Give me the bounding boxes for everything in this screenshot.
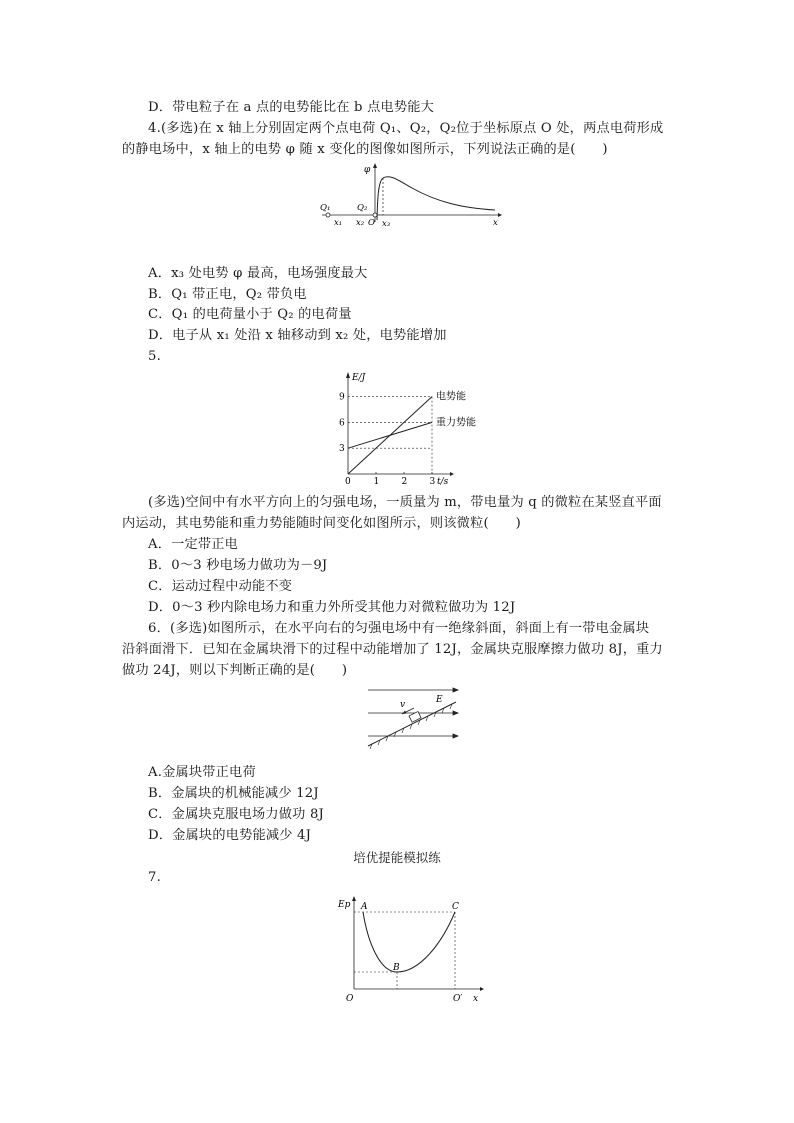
q5-x-tick-label: 1 bbox=[373, 477, 380, 487]
q4-stem-line1: 4.(多选)在 x 轴上分别固定两个点电荷 Q₁、Q₂，Q₂位于坐标原点 O 处，两点电荷形成 bbox=[148, 121, 664, 136]
q5-energy-chart bbox=[330, 368, 500, 488]
section-title: 培优提能模拟练 bbox=[353, 850, 441, 865]
q4-potential-figure bbox=[312, 160, 512, 232]
q4-x3-label: x₃ bbox=[382, 219, 391, 229]
q7-ep-curve bbox=[363, 912, 455, 972]
q7-x-arrow bbox=[480, 987, 484, 991]
q7-o-label: O bbox=[346, 994, 354, 1004]
q6-field-arrow-1 bbox=[453, 688, 458, 692]
q4-option-b: B．Q₁ 带正电，Q₂ 带负电 bbox=[148, 287, 307, 302]
q5-stem-line2: 内运动，其电势能和重力势能随时间变化如图所示，则该微粒( ) bbox=[122, 516, 521, 531]
q7-x-label: x bbox=[473, 994, 479, 1004]
q6-option-a: A.金属块带正电荷 bbox=[148, 765, 256, 780]
q4-potential-curve bbox=[377, 177, 495, 220]
q6-v-label: v bbox=[400, 700, 406, 710]
q6-velocity-arrowhead bbox=[402, 711, 407, 715]
q7-ep-label: Ep bbox=[338, 900, 351, 910]
q6-option-c: C．金属块克服电场力做功 8J bbox=[148, 807, 325, 822]
q6-stem-line3: 做功 24J，则以下判断正确的是( ) bbox=[122, 663, 348, 678]
q4-x2-label: x₂ bbox=[356, 218, 365, 228]
q6-incline-hatching bbox=[370, 704, 452, 749]
q6-option-b: B．金属块的机械能减少 12J bbox=[148, 786, 319, 801]
q4-option-d: D．电子从 x₁ 处沿 x 轴移动到 x₂ 处，电势能增加 bbox=[148, 328, 447, 343]
q6-option-d: D．金属块的电势能减少 4J bbox=[148, 828, 312, 843]
q7-ep-arrow bbox=[352, 896, 356, 901]
q5-y-tick-label: 9 bbox=[339, 392, 345, 403]
q6-stem-line2: 沿斜面滑下．已知在金属块滑下的过程中动能增加了 12J，金属块克服摩擦力做功 8J，重力 bbox=[122, 642, 663, 657]
q5-option-c: C．运动过程中动能不变 bbox=[148, 579, 293, 594]
q4-q2-charge bbox=[373, 213, 377, 217]
q4-stem-line2: 的静电场中，x 轴上的电势 φ 随 x 变化的图像如图所示，下列说法正确的是( ) bbox=[122, 142, 608, 157]
q5-x-arrow bbox=[450, 472, 454, 476]
q5-option-d: D．0～3 秒内除电场力和重力外所受其他力对微粒做功为 12J bbox=[148, 600, 516, 615]
q5-chart-group bbox=[339, 372, 476, 487]
q6-e-label: E bbox=[436, 695, 443, 705]
q6-field-arrow-2 bbox=[453, 711, 458, 715]
q4-q2-label: Q₂ bbox=[357, 203, 368, 213]
q4-origin-label: O bbox=[368, 218, 375, 228]
q7-number: 7. bbox=[148, 870, 161, 885]
q4-x-arrow bbox=[498, 213, 502, 217]
q3-option-d: D．带电粒子在 a 点的电势能比在 b 点电势能大 bbox=[148, 100, 435, 115]
q5-x-tick-label: 0 bbox=[345, 477, 351, 487]
q5-series-label-2: 重力势能 bbox=[436, 417, 476, 429]
q5-y-tick-label: 3 bbox=[339, 444, 345, 455]
q4-option-a: A．x₃ 处电势 φ 最高，电场强度最大 bbox=[148, 266, 368, 281]
q5-number: 5. bbox=[148, 349, 161, 364]
q4-option-c: C．Q₁ 的电荷量小于 Q₂ 的电荷量 bbox=[148, 307, 352, 322]
q5-y-label: E/J bbox=[352, 373, 366, 383]
q7-energy-figure bbox=[334, 893, 490, 1005]
q7-o-prime-label: O′ bbox=[453, 994, 463, 1004]
q6-stem-line1: 6．(多选)如图所示，在水平向右的匀强电场中有一绝缘斜面，斜面上有一带电金属块 bbox=[148, 621, 650, 636]
q7-b-label: B bbox=[393, 963, 400, 973]
q4-phi-label: φ bbox=[364, 165, 371, 175]
q5-y-tick-label: 6 bbox=[339, 418, 345, 429]
q6-incline-figure bbox=[362, 684, 462, 752]
q5-stem-line1: (多选)空间中有水平方向上的匀强电场，一质量为 m，带电量为 q 的微粒在某竖直平面 bbox=[148, 495, 662, 510]
q5-option-a: A．一定带正电 bbox=[148, 537, 239, 552]
q6-field-arrow-3 bbox=[453, 734, 458, 738]
q4-q1-label: Q₁ bbox=[320, 203, 331, 213]
q5-series-label-1: 电势能 bbox=[436, 391, 466, 403]
q7-a-label: A bbox=[361, 902, 368, 912]
q4-x-label: x bbox=[493, 218, 498, 228]
q5-y-arrow bbox=[346, 372, 350, 378]
q7-c-label: C bbox=[452, 902, 459, 912]
q5-x-tick-label: 3 bbox=[429, 477, 436, 487]
q5-x-tick-label: 2 bbox=[401, 477, 408, 487]
q4-x1-label: x₁ bbox=[334, 218, 343, 228]
q5-option-b: B．0～3 秒电场力做功为－9J bbox=[148, 558, 328, 573]
q5-series-line-2 bbox=[348, 422, 432, 448]
q4-q1-charge bbox=[326, 213, 330, 217]
q5-x-label: t/s bbox=[437, 477, 449, 487]
q4-phi-arrow bbox=[373, 163, 377, 168]
